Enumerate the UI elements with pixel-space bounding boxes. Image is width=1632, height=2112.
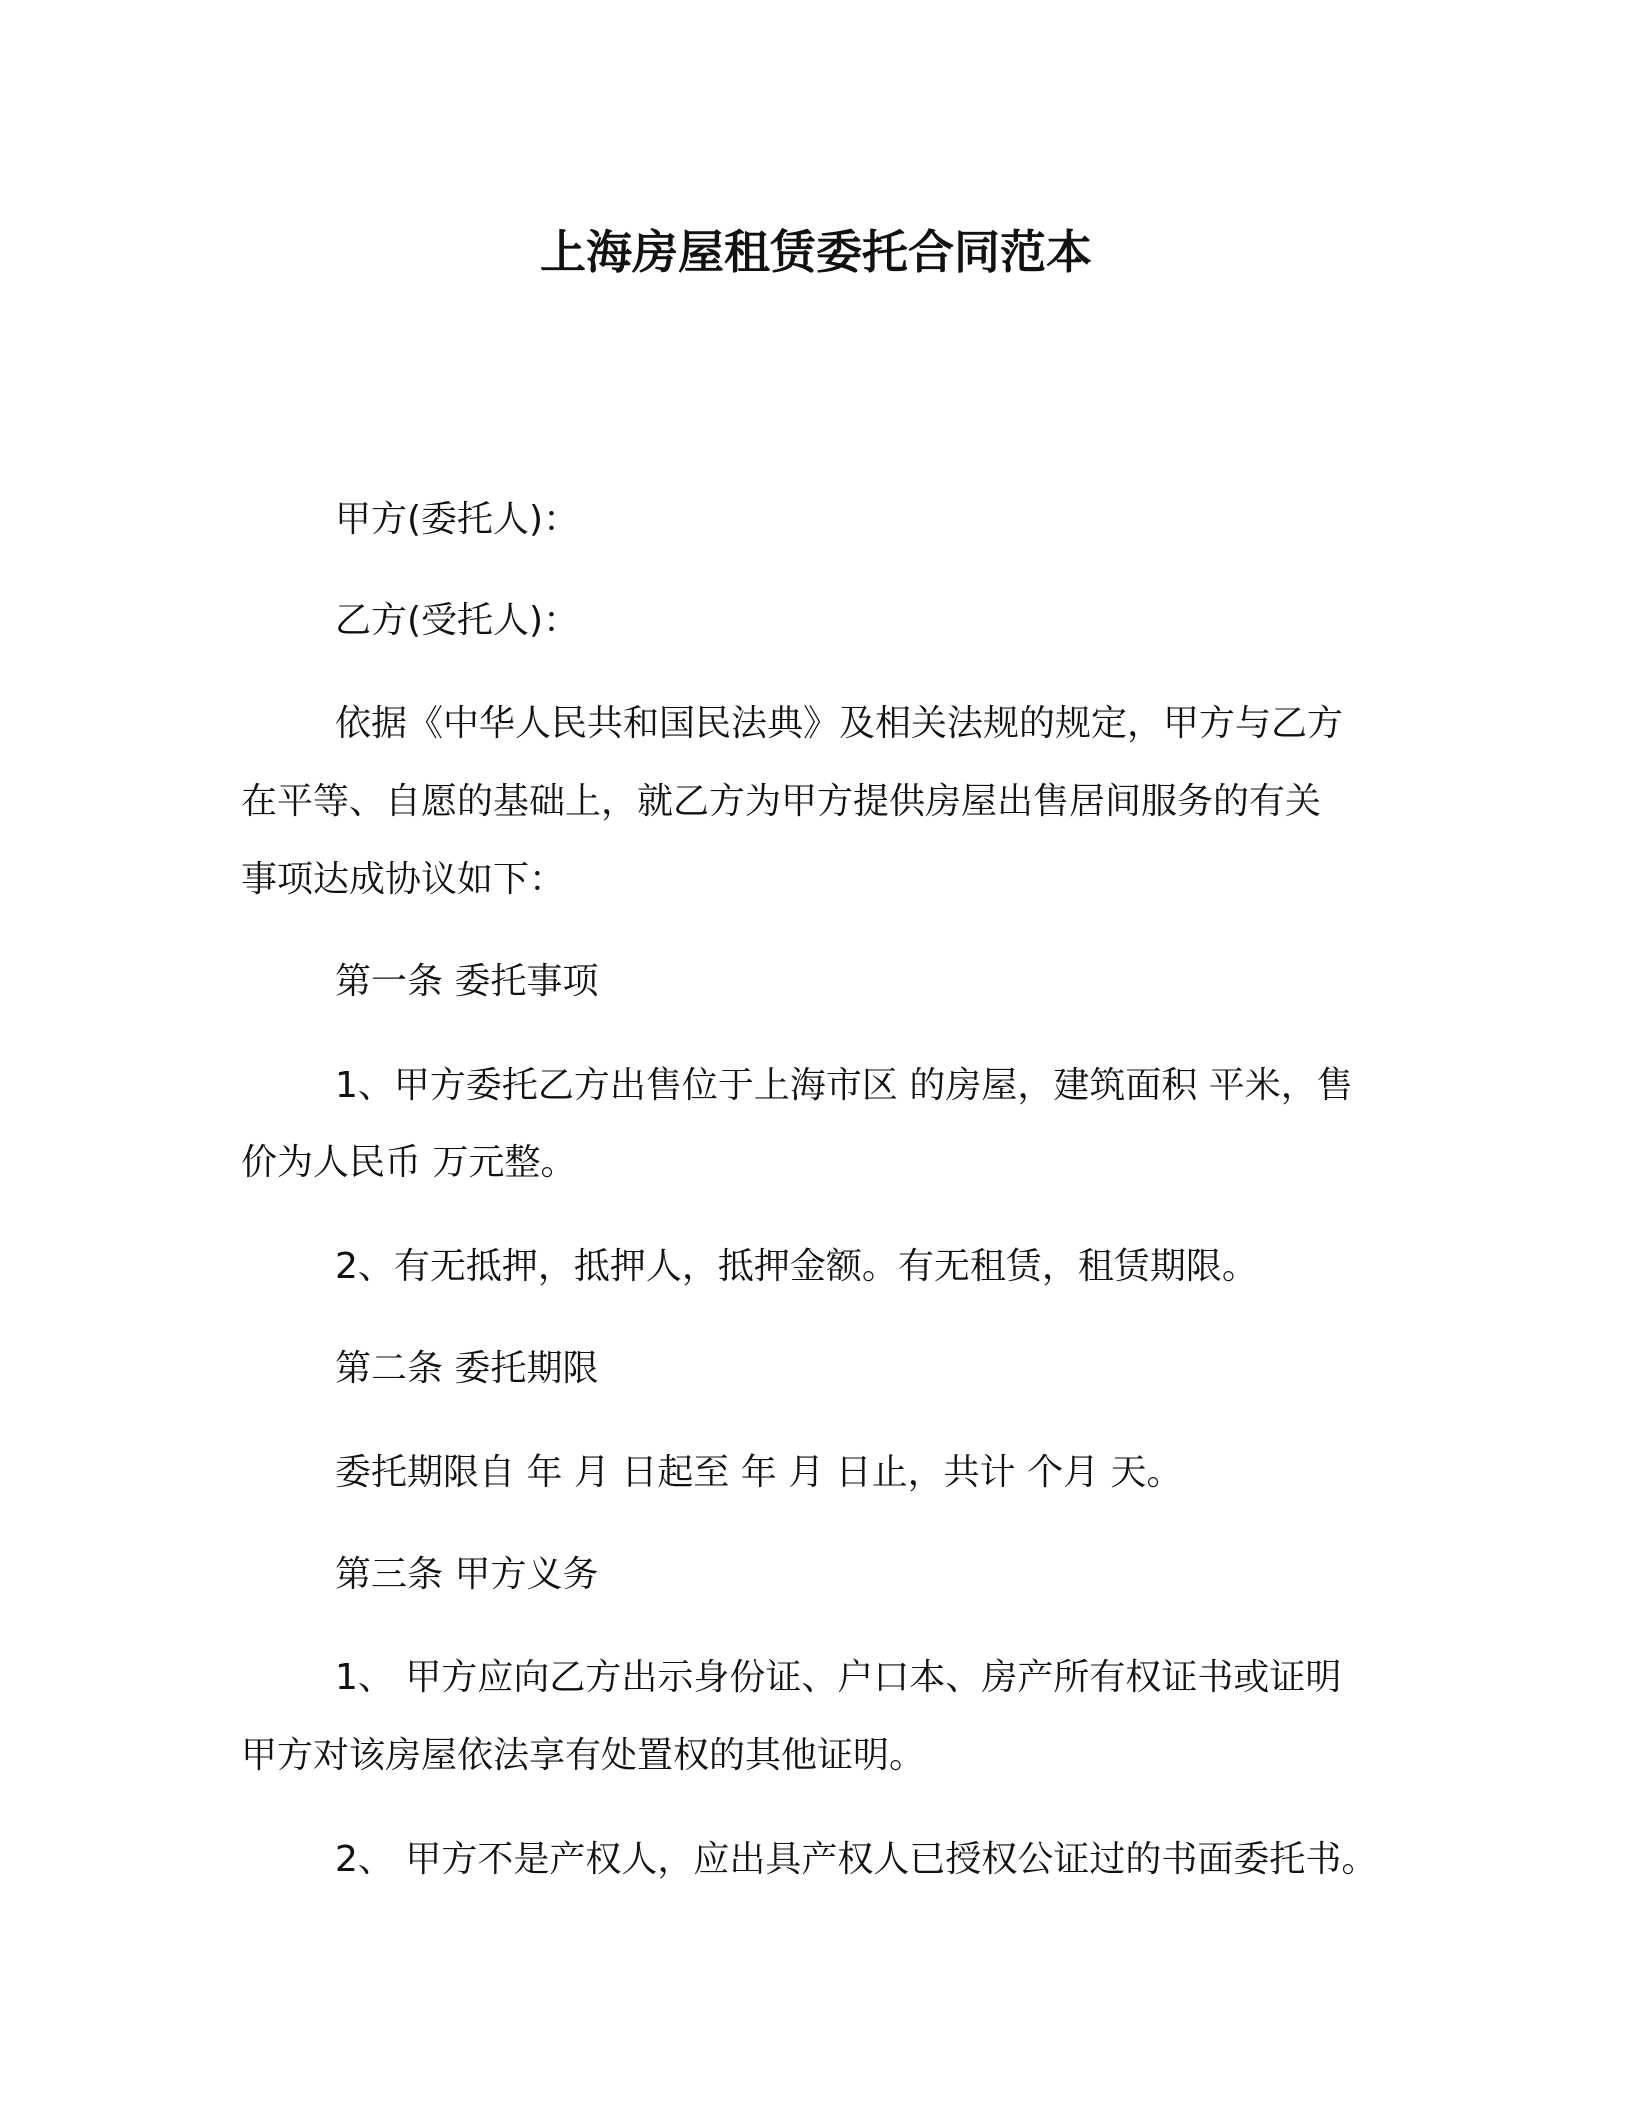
preamble-line-1: 依据《中华人民共和国民法典》及相关法规的规定，甲方与乙方 <box>335 703 1344 744</box>
article1-heading: 第一条 委托事项 <box>335 961 599 1002</box>
article2-heading: 第二条 委托期限 <box>335 1348 599 1389</box>
article3-item1-line-2: 甲方对该房屋依法享有处置权的其他证明。 <box>241 1735 926 1776</box>
party-b-line: 乙方(受托人)： <box>335 600 580 641</box>
preamble-line-2: 在平等、自愿的基础上，就乙方为甲方提供房屋出售居间服务的有关 <box>241 781 1322 822</box>
article3-item2: 2、 甲方不是产权人，应出具产权人已授权公证过的书面委托书。 <box>335 1839 1378 1880</box>
article3-item1-line-1: 1、 甲方应向乙方出示身份证、户口本、房产所有权证书或证明 <box>335 1657 1342 1698</box>
article1-item1-line-2: 价为人民币 万元整。 <box>241 1142 577 1183</box>
preamble-line-3: 事项达成协议如下： <box>241 859 566 900</box>
article3-heading: 第三条 甲方义务 <box>335 1554 599 1595</box>
document-title: 上海房屋租赁委托合同范本 <box>540 225 1092 279</box>
article2-text: 委托期限自 年 月 日起至 年 月 日止，共计 个月 天。 <box>335 1452 1183 1493</box>
party-a-line: 甲方(委托人)： <box>335 499 580 540</box>
article1-item1-line-1: 1、甲方委托乙方出售位于上海市区 的房屋，建筑面积 平米，售 <box>335 1065 1353 1106</box>
article1-item2: 2、有无抵押，抵押人，抵押金额。有无租赁，租赁期限。 <box>335 1246 1258 1287</box>
